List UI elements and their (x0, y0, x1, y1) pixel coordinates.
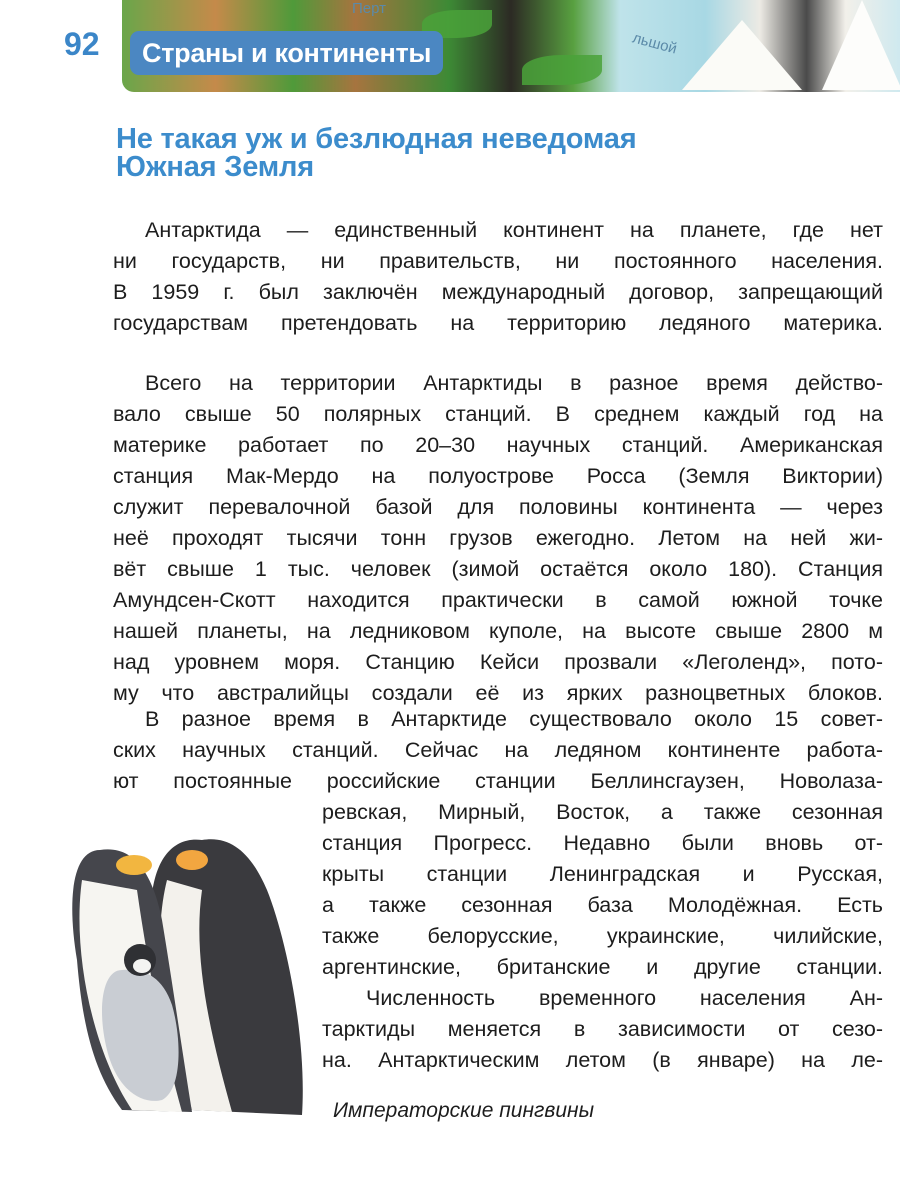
text-line: станция Прогресс. Недавно были вновь от- (322, 831, 883, 855)
text-line: тарктиды меняется в зависимости от сезо- (322, 1017, 883, 1041)
text-line: аргентинские, британские и другие станции. (322, 955, 883, 979)
title-line: Не такая уж и безлюдная неведомая (116, 123, 637, 155)
text-line: неё проходят тысячи тонн грузов ежегодно. Летом на ней жи- (113, 526, 883, 550)
text-line: над уровнем моря. Станцию Кейси прозвали «Леголенд», пото- (113, 650, 883, 674)
text-line: вало свыше 50 полярных станций. В среднем каждый год на (113, 402, 883, 426)
map-label-perth: Перт (352, 0, 387, 17)
text-line: государствам претендовать на территорию ледяного материка. (113, 311, 883, 335)
text-line: на. Антарктическим летом (в январе) на ле- (322, 1048, 883, 1072)
text-line: ских научных станций. Сейчас на ледяном континенте работа- (113, 738, 883, 762)
text-line: станция Мак-Мердо на полуострове Росса (Земля Виктории) (113, 464, 883, 488)
text-line: вёт свыше 1 тыс. человек (зимой остаётся около 180). Станция (113, 557, 883, 581)
text-line: В разное время в Антарктиде существовало около 15 совет- (145, 707, 883, 731)
section-title: Страны и континенты (130, 31, 443, 75)
text-line: ревская, Мирный, Восток, а также сезонная (322, 800, 883, 824)
text-line: также белорусские, украинские, чилийские, (322, 924, 883, 948)
map-label-fragment: льшой (630, 29, 679, 58)
text-line: а также сезонная база Молодёжная. Есть (322, 893, 883, 917)
title-line: Южная Земля (116, 151, 314, 183)
text-line: материке работает по 20–30 научных станций. Американская (113, 433, 883, 457)
text-line: Численность временного населения Ан- (366, 986, 883, 1010)
page-number: 92 (64, 26, 100, 62)
image-caption: Императорские пингвины (333, 1099, 595, 1122)
text-line: Всего на территории Антарктиды в разное время действо- (145, 371, 883, 395)
text-line: му что австралийцы создали её из ярких разноцветных блоков. (113, 681, 883, 705)
text-line: Амундсен-Скотт находится практически в самой южной точке (113, 588, 883, 612)
text-line: нашей планеты, на ледниковом куполе, на высоте свыше 2800 м (113, 619, 883, 643)
text-line: крыты станции Ленинградская и Русская, (322, 862, 883, 886)
emperor-penguins-illustration (52, 820, 314, 1120)
text-line: служит перевалочной базой для половины континента — через (113, 495, 883, 519)
text-line: ют постоянные российские станции Беллинсгаузен, Новолаза- (113, 769, 883, 793)
text-line: Антарктида — единственный континент на планете, где нет (145, 218, 883, 242)
text-line: ни государств, ни правительств, ни постоянного населения. (113, 249, 883, 273)
text-line: В 1959 г. был заключён международный договор, запрещающий (113, 280, 883, 304)
article-title (116, 125, 636, 181)
